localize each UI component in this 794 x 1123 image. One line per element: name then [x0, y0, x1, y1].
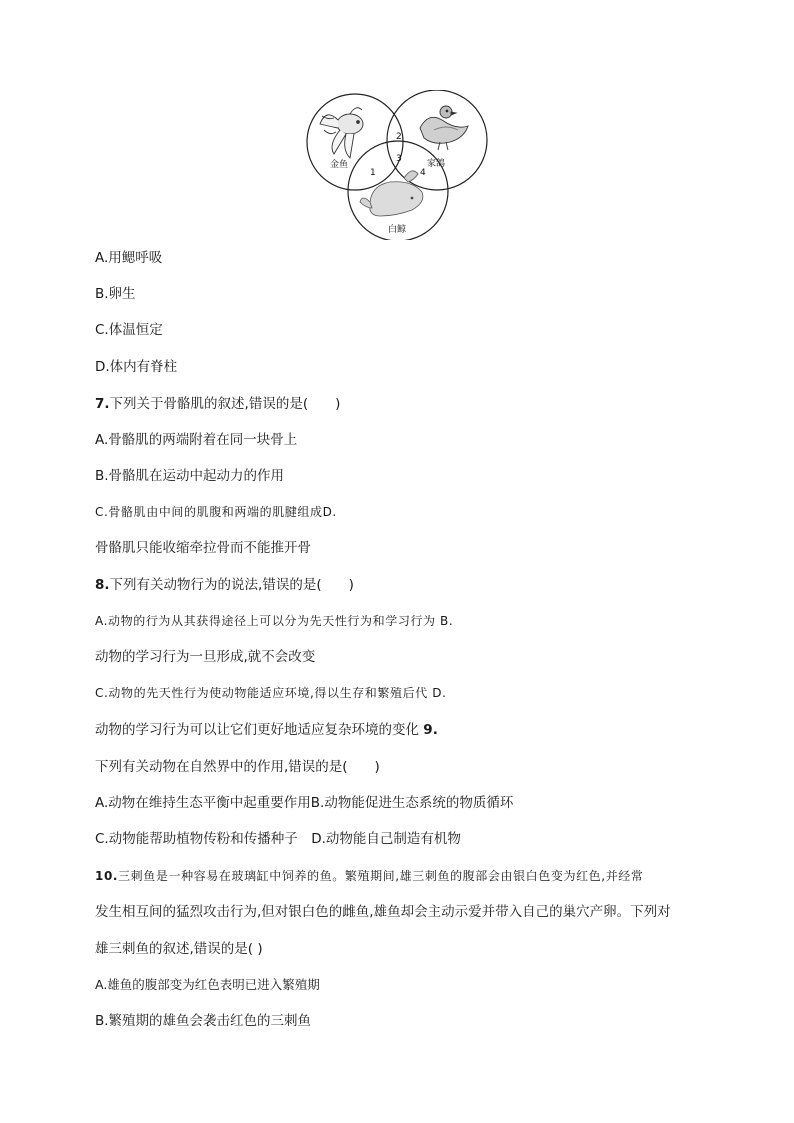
q6-option-d: D.体内有脊柱 — [95, 359, 178, 375]
q8-option-d — [95, 721, 438, 739]
q6-option-b: B.卵生 — [95, 286, 136, 302]
q7-stem — [95, 395, 340, 413]
q7-option-a: A.骨骼肌的两端附着在同一块骨上 — [95, 432, 298, 448]
q10-option-a: A.雄鱼的腹部变为红色表明已进入繁殖期 — [95, 977, 320, 992]
q7-option-c: C.骨骼肌由中间的肌腹和两端的肌腱组成D. — [95, 505, 337, 519]
region-3-label: 3 — [396, 154, 402, 164]
q9-options-ab: A.动物在维持生态平衡中起重要作用B.动物能促进生态系统的物质循环 — [95, 795, 514, 811]
venn-svg — [300, 90, 500, 240]
venn-diagram — [300, 90, 500, 240]
q9-stem: 下列有关动物在自然界中的作用,错误的是( ) — [95, 759, 380, 775]
q8-number: 8. — [95, 577, 110, 593]
q10-number: 10. — [95, 869, 119, 883]
q7-option-b: B.骨骼肌在运动中起动力的作用 — [95, 468, 285, 484]
q8-option-d-text: 动物的学习行为可以让它们更好地适应复杂环境的变化 — [95, 722, 419, 738]
goldfish-image — [320, 108, 363, 158]
q10-stem-line1 — [95, 867, 644, 885]
goldfish-label: 金鱼 — [330, 160, 349, 170]
q7-number: 7. — [95, 396, 110, 412]
q8-option-a: A.动物的行为从其获得途径上可以分为先天性行为和学习行为 B. — [95, 614, 454, 628]
q10-stem-line3: 雄三刺鱼的叙述,错误的是( ) — [95, 941, 263, 957]
q8-option-b: 动物的学习行为一旦形成,就不会改变 — [95, 649, 316, 665]
q10-stem1-text: 三刺鱼是一种容易在玻璃缸中饲养的鱼。繁殖期间,雄三刺鱼的腹部会由银白色变为红色,并经常 — [118, 869, 644, 883]
q10-option-b: B.繁殖期的雄鱼会袭击红色的三刺鱼 — [95, 1013, 312, 1029]
q8-stem-text: 下列有关动物行为的说法,错误的是( ) — [109, 577, 354, 593]
q8-option-c: C.动物的先天性行为使动物能适应环境,得以生存和繁殖后代 D. — [95, 686, 447, 700]
q7-stem-text: 下列关于骨骼肌的叙述,错误的是( ) — [109, 396, 341, 412]
pigeon-image — [420, 106, 468, 150]
q6-option-a: A.用鳃呼吸 — [95, 250, 163, 266]
region-2-label: 2 — [396, 132, 402, 142]
q7-option-d: 骨骼肌只能收缩牵拉骨而不能推开骨 — [95, 540, 311, 556]
q6-option-c: C.体温恒定 — [95, 322, 163, 338]
region-1-label: 1 — [370, 168, 376, 178]
q9-number: 9. — [423, 722, 438, 738]
q9-options-cd: C.动物能帮助植物传粉和传播种子 D.动物能自己制造有机物 — [95, 831, 461, 847]
q10-stem-line2: 发生相互间的猛烈攻击行为,但对银白色的雌鱼,雄鱼却会主动示爱并带入自己的巢穴产卵。下列对 — [95, 904, 671, 920]
region-4-label: 4 — [420, 168, 426, 178]
beluga-label: 白鲸 — [388, 225, 407, 235]
q8-stem — [95, 576, 354, 594]
pigeon-label: 家鸽 — [427, 159, 446, 169]
